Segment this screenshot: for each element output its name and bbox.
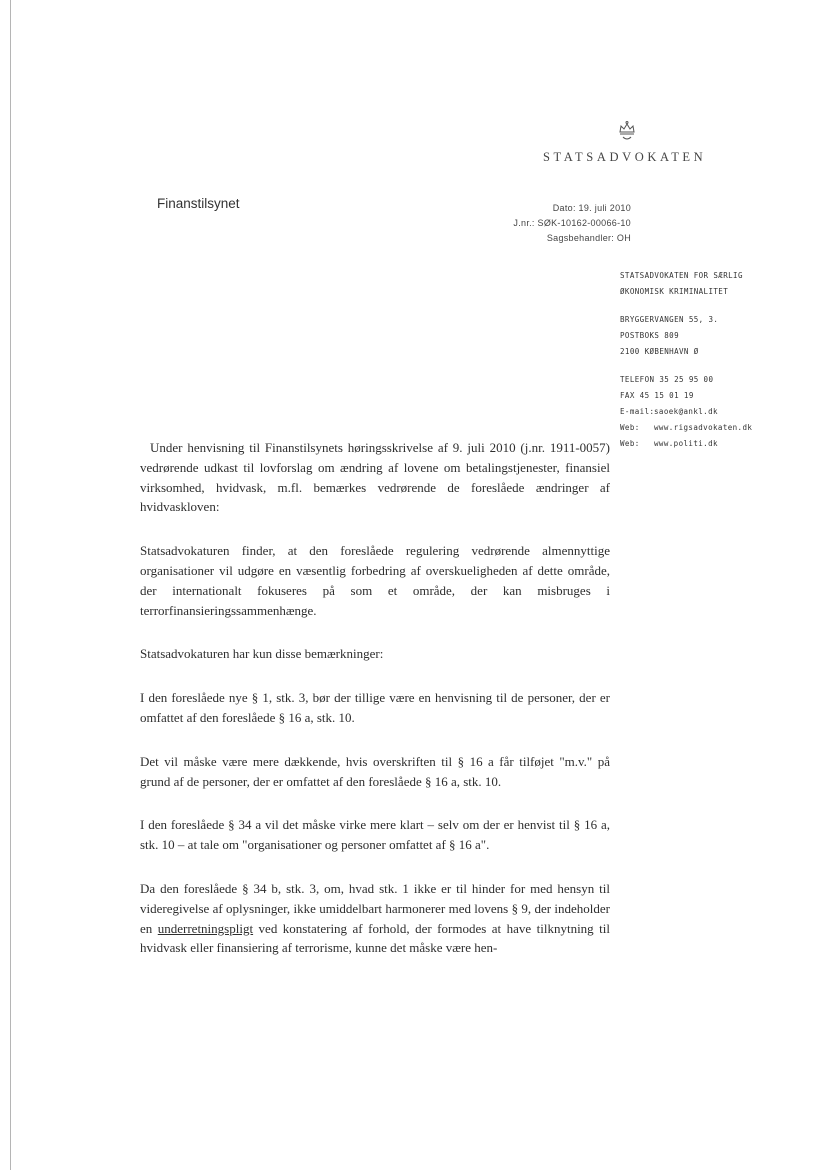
body-paragraph-remark-1: I den foreslåede nye § 1, stk. 3, bør der tillige være en henvisning til de personer, der er omfattet af den foreslåede § 16 a, stk. 10. (140, 690, 610, 725)
sender-org-line2: ØKONOMISK KRIMINALITET (620, 287, 729, 296)
remark-4-text-b: ved konstatering af forhold, der formodes at have tilknytning til hvidvask eller finansiering af terrorisme, kunne det måske være hen- (140, 920, 610, 956)
crown-crest-icon (616, 120, 638, 142)
body-paragraph-remarks-intro: Statsadvokaturen har kun disse bemærkninger: (140, 646, 384, 662)
letter-body (140, 438, 610, 982)
body-paragraph-remark-4 (140, 879, 610, 958)
sender-email-row (620, 404, 820, 420)
body-paragraph-remark-2: Det vil måske være mere dækkende, hvis overskriften til § 16 a får tilføjet "m.v." på grund af de personer, der er omfattet af den foreslåede § 16 a, stk. 10. (140, 753, 610, 789)
meta-journal-number: J.nr.: SØK-10162-00066-10 (513, 218, 631, 228)
sender-email: saoek@ankl.dk (654, 407, 718, 416)
letterhead-org-name: STATSADVOKATEN (543, 150, 707, 164)
sender-web-row-1 (620, 420, 820, 436)
sender-web-1: www.rigsadvokaten.dk (654, 423, 753, 432)
web-label-1: Web: (620, 423, 640, 432)
recipient-name: Finanstilsynet (157, 196, 240, 211)
web-label-2: Web: (620, 439, 640, 448)
underlined-term: underretningspligt (157, 920, 254, 936)
sender-web-2: www.politi.dk (654, 439, 718, 448)
sender-address-street: BRYGGERVANGEN 55, 3. (620, 315, 719, 324)
sender-org-line1: STATSADVOKATEN FOR SÆRLIG (620, 271, 743, 280)
letter-meta (513, 201, 631, 246)
body-paragraph-intro: Under henvisning til Finanstilsynets høringsskrivelse af 9. juli 2010 (j.nr. 1911-0057) vedrørende udkast til lovforslag om ændring af lovene om betalingstjenester, finansiel virksomhed, hvidvask, m.fl. bemærkes vedrørende de foreslåede ændringer af hvidvaskloven: (140, 440, 610, 515)
meta-date: Dato: 19. juli 2010 (552, 203, 631, 213)
sender-phone: TELEFON 35 25 95 00 (620, 375, 714, 384)
sender-web-row-2 (620, 436, 820, 452)
email-label: E-mail: (620, 407, 655, 416)
sender-address-city: 2100 KØBENHAVN Ø (620, 347, 699, 356)
meta-case-handler: Sagsbehandler: OH (546, 233, 631, 243)
sender-contact-sidebar (620, 268, 820, 452)
sender-address-postbox: POSTBOKS 809 (620, 331, 679, 340)
page-edge-rule (10, 0, 11, 1170)
body-paragraph-remark-3: I den foreslåede § 34 a vil det måske virke mere klart – selv om der er henvist til § 16 a, stk. 10 – at tale om "organisationer og personer omfattet af § 16 a". (140, 817, 610, 853)
body-paragraph-assessment: Statsadvokaturen finder, at den foreslåede regulering vedrørende almennyttige organisationer vil udgøre en væsentlig forbedring af overskueligheden af dette område, der internationalt fokuseres på som et område, der kan misbruges i terrorfinansieringssammenhænge. (140, 543, 610, 618)
remark-4-text-a: Da den foreslåede § 34 b, stk. 3, om, hvad stk. 1 ikke er til hinder for med hensyn til videregivelse af oplysninger, ikke umiddelbart harmonerer med lovens § 9, der indeholder en (140, 880, 610, 936)
sender-fax: FAX 45 15 01 19 (620, 391, 694, 400)
